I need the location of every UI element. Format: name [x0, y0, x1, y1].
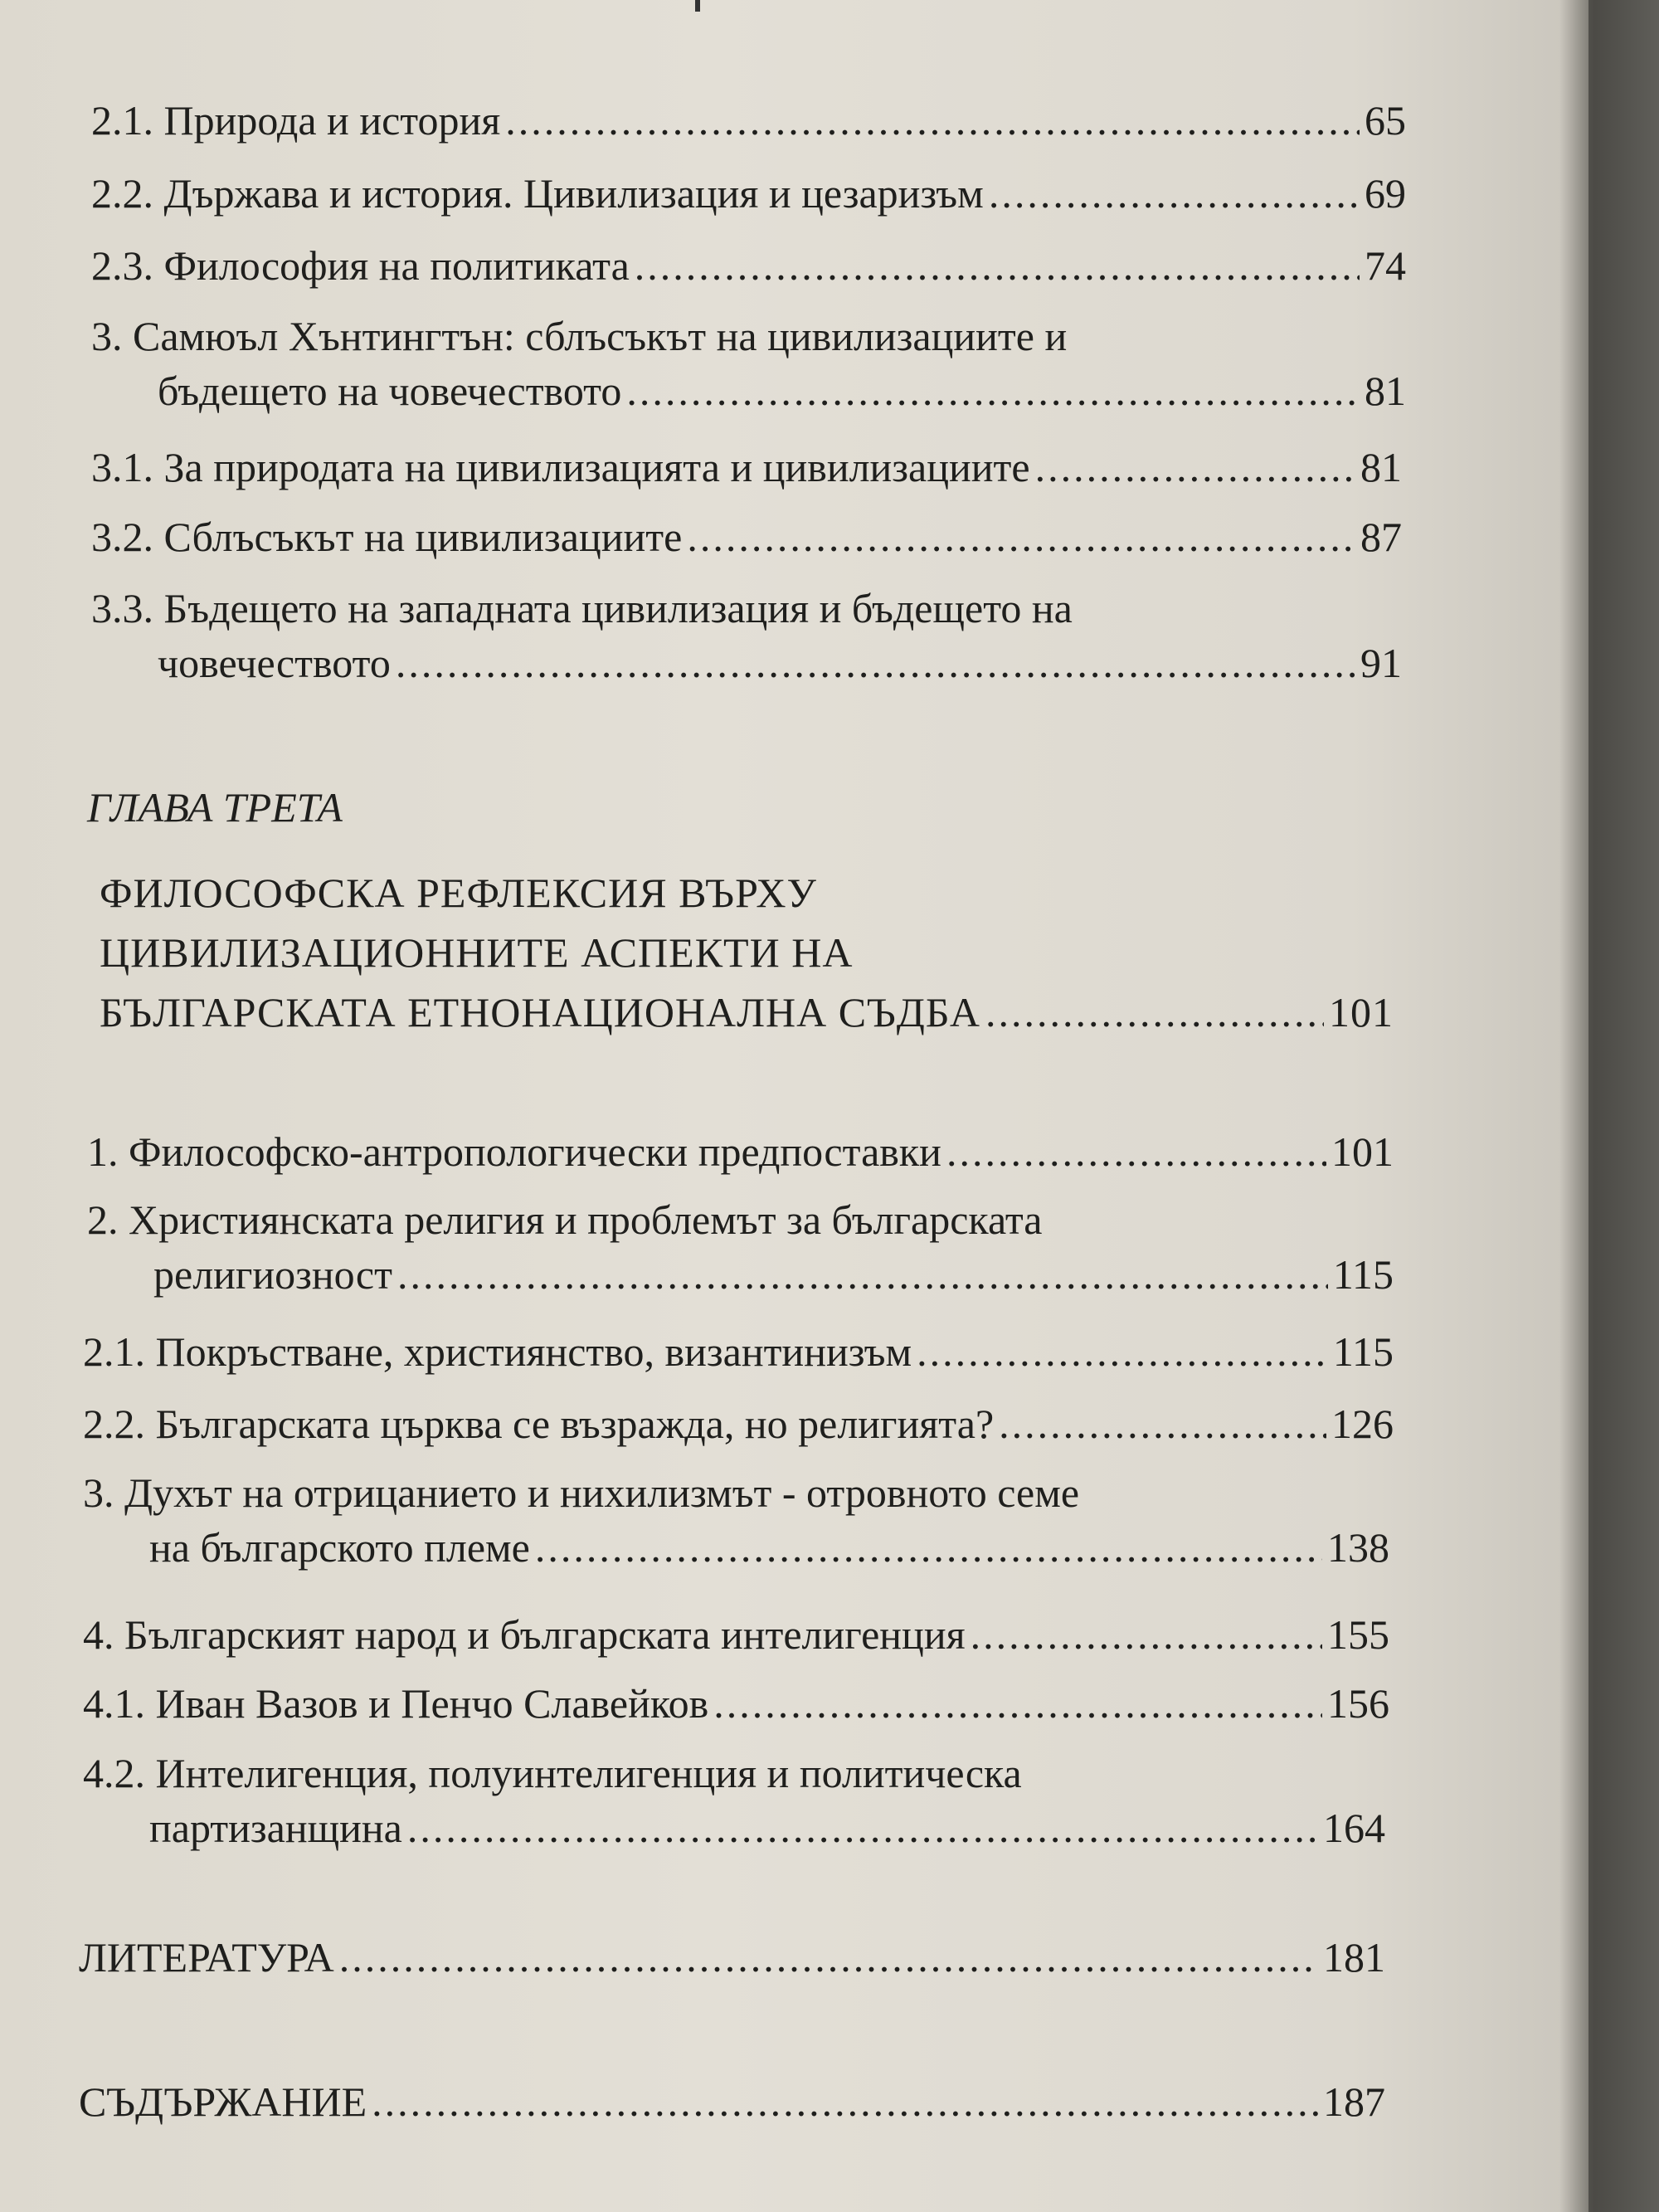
- toc-entry-title: 3.1. За природата на цивилизацията и цивилизациите: [91, 444, 1030, 490]
- toc-entry-title: 4.2. Интелигенция, полуинтелигенция и политическа: [83, 1750, 1022, 1796]
- toc-line: [158, 636, 1402, 690]
- leader-dots: [946, 1124, 1326, 1179]
- toc-page-number: 156: [1327, 1680, 1389, 1727]
- toc-entry-title: 2.1. Природа и история: [91, 97, 501, 144]
- toc-page-number: 87: [1360, 514, 1402, 560]
- toc-page-number: 81: [1365, 368, 1406, 414]
- toc-entry: [91, 93, 1406, 148]
- toc-entry-title: 2. Християнската религия и проблемът за българската: [87, 1196, 1043, 1243]
- toc-entry-title: 2.2. Държава и история. Цивилизация и цезаризъм: [91, 170, 984, 217]
- toc-line: [83, 1396, 1394, 1451]
- chapter-title: [100, 863, 1394, 1042]
- toc-entry: [87, 1124, 1394, 1179]
- toc-entry-title: 3.3. Бъдещето на западната цивилизация и бъдещето на: [91, 585, 1073, 631]
- toc-line: [79, 1930, 1385, 1985]
- toc-line: [158, 363, 1406, 418]
- toc-line: [100, 982, 1394, 1042]
- toc-page-number: 91: [1360, 640, 1402, 686]
- toc-line: [83, 1607, 1389, 1662]
- toc-entry-title-cont: на българското племе: [149, 1524, 530, 1571]
- toc-entry-title: 4. Българският народ и българската интелигенция: [83, 1611, 966, 1658]
- leader-dots: [1035, 440, 1355, 495]
- toc-entry: [79, 1930, 1385, 1985]
- toc-page-number: 164: [1323, 1805, 1385, 1851]
- toc-entry-title: 4.1. Иван Вазов и Пенчо Славейков: [83, 1680, 709, 1727]
- toc-entry-title: 2.2. Българската църква се възражда, но религията?: [83, 1401, 995, 1447]
- page-edge-shadow: [1559, 0, 1659, 2212]
- toc-line: [83, 1676, 1389, 1731]
- toc-line: [91, 166, 1406, 221]
- leader-dots: [626, 363, 1360, 418]
- toc-page-number: 101: [1331, 1128, 1394, 1175]
- toc-entry-title: ЛИТЕРАТУРА: [79, 1934, 334, 1981]
- chapter-title-line: ФИЛОСОФСКА РЕФЛЕКСИЯ ВЪРХУ: [100, 870, 817, 916]
- toc-entry: [83, 1746, 1385, 1855]
- leader-dots: [687, 509, 1355, 564]
- toc-line: [153, 1247, 1394, 1302]
- leader-dots: [971, 1607, 1322, 1662]
- toc-page-number: 81: [1360, 444, 1402, 490]
- leader-dots: [505, 93, 1360, 148]
- toc-page-number: 187: [1323, 2078, 1385, 2125]
- toc-line: [87, 1124, 1394, 1179]
- toc-entry: [83, 1396, 1394, 1451]
- toc-entry: [91, 581, 1402, 690]
- toc-page-number: 74: [1365, 242, 1406, 289]
- leader-dots: [535, 1520, 1322, 1575]
- leader-dots: [397, 1247, 1328, 1302]
- toc-page-number: 115: [1332, 1251, 1394, 1298]
- toc-line: [149, 1800, 1385, 1855]
- toc-page-number: 115: [1332, 1328, 1394, 1375]
- toc-entry: [91, 166, 1406, 221]
- toc-entry-title: 2.1. Покръстване, християнство, византинизъм: [83, 1328, 912, 1375]
- leader-dots: [989, 166, 1360, 221]
- toc-line: [149, 1520, 1389, 1575]
- toc-page-number: 65: [1365, 97, 1406, 144]
- leader-dots: [635, 238, 1360, 293]
- toc-entry-title: 3.2. Сблъсъкът на цивилизациите: [91, 514, 683, 560]
- toc-line: [79, 2074, 1385, 2129]
- leader-dots: [999, 1396, 1326, 1451]
- toc-line: [91, 238, 1406, 293]
- toc-entry: [91, 509, 1402, 564]
- toc-entry-title: СЪДЪРЖАНИЕ: [79, 2078, 367, 2125]
- toc-line: [91, 509, 1402, 564]
- toc-line: [91, 440, 1402, 495]
- leader-dots: [339, 1930, 1318, 1985]
- toc-line: [91, 93, 1406, 148]
- toc-entry-title-cont: партизанщина: [149, 1805, 402, 1851]
- toc-entry: [91, 309, 1406, 418]
- toc-line: [83, 1324, 1394, 1379]
- chapter-label: ГЛАВА ТРЕТА: [87, 784, 343, 831]
- leader-dots: [372, 2074, 1318, 2129]
- toc-entry: [79, 2074, 1385, 2129]
- leader-dots: [396, 636, 1355, 690]
- leader-dots: [917, 1324, 1328, 1379]
- toc-page-number: 155: [1327, 1611, 1389, 1658]
- leader-dots: [407, 1800, 1318, 1855]
- leader-dots: [985, 982, 1324, 1042]
- toc-entry: [83, 1465, 1389, 1575]
- toc-entry: [83, 1676, 1389, 1731]
- toc-entry-title: 3. Самюъл Хънтингтън: сблъсъкът на цивилизациите и: [91, 313, 1068, 359]
- chapter-title-line: ЦИВИЛИЗАЦИОННИТЕ АСПЕКТИ НА: [100, 929, 854, 976]
- toc-entry-title: 2.3. Философия на политиката: [91, 242, 630, 289]
- toc-entry: [87, 1192, 1394, 1302]
- toc-entry: [83, 1324, 1394, 1379]
- toc-entry-title-cont: човечеството: [158, 640, 391, 686]
- toc-entry: [83, 1607, 1389, 1662]
- toc-page-number: 181: [1323, 1934, 1385, 1981]
- leader-dots: [713, 1676, 1322, 1731]
- chapter-title-line: БЪЛГАРСКАТА ЕТНОНАЦИОНАЛНА СЪДБА: [100, 989, 981, 1035]
- toc-page-number: 138: [1327, 1524, 1389, 1571]
- toc-entry-title: 3. Духът на отрицанието и нихилизмът - отровното семе: [83, 1469, 1080, 1516]
- toc-entry-title: 1. Философско-антропологически предпоставки: [87, 1128, 941, 1175]
- toc-page-number: 101: [1329, 989, 1394, 1035]
- toc-entry: [91, 440, 1402, 495]
- toc-entry-title-cont: религиозност: [153, 1251, 392, 1298]
- toc-page-number: 126: [1331, 1401, 1394, 1447]
- toc-page-number: 69: [1365, 170, 1406, 217]
- toc-entry: [91, 238, 1406, 293]
- toc-entry-title-cont: бъдещето на човечеството: [158, 368, 622, 414]
